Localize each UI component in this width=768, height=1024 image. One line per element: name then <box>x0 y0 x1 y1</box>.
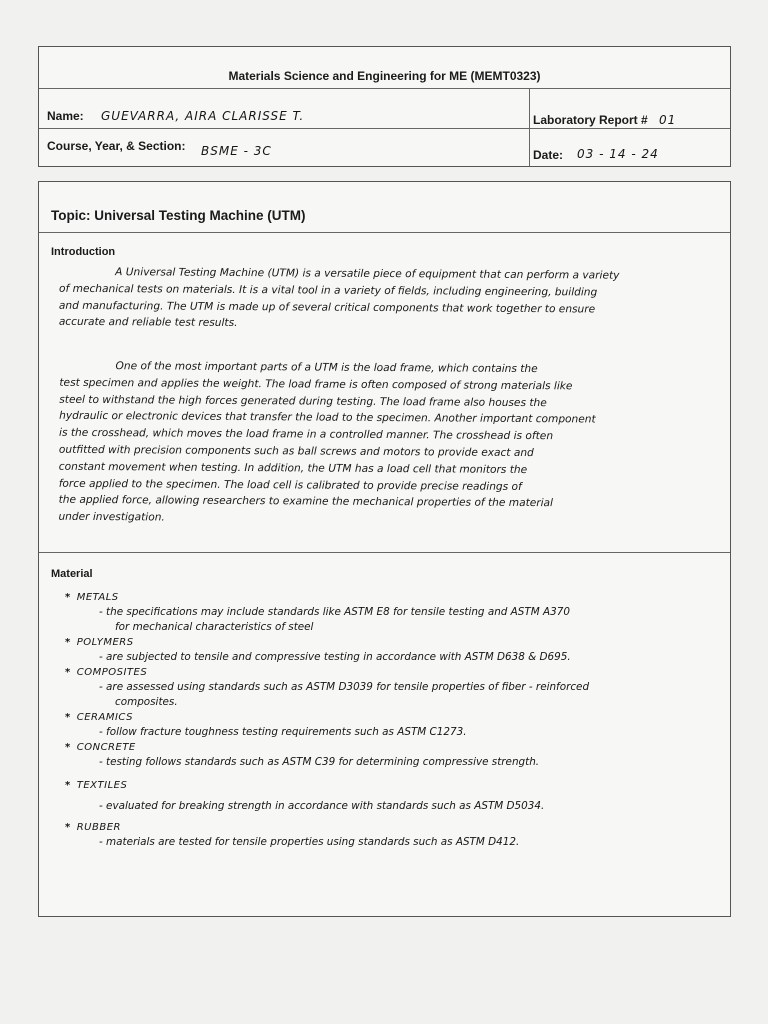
asterisk-bullet: * <box>65 822 71 833</box>
text-line: under investigation. <box>58 510 165 524</box>
introduction-heading: Introduction <box>51 246 116 258</box>
material-item-rubber <box>65 820 715 850</box>
text-line: the applied force, allowing researchers to examine the mechanical properties of the material <box>58 494 554 510</box>
header-table <box>38 46 731 167</box>
asterisk-bullet: * <box>65 667 71 678</box>
asterisk-bullet: * <box>65 637 71 648</box>
material-name: TEXTILES <box>76 780 128 791</box>
material-list <box>65 590 715 850</box>
date-value: 03 - 14 - 24 <box>577 147 659 161</box>
text-line: A Universal Testing Machine (UTM) is a versatile piece of equipment that can perform a variety <box>115 266 620 282</box>
intro-paragraph-1 <box>59 264 707 336</box>
topic-divider <box>39 232 730 233</box>
material-desc: - are subjected to tensile and compressive testing in accordance with ASTM D638 & D695. <box>99 651 571 663</box>
material-name: CONCRETE <box>76 742 136 753</box>
material-desc: - materials are tested for tensile properties using standards such as ASTM D412. <box>99 836 520 848</box>
section-divider <box>39 552 730 553</box>
report-label: Laboratory Report # <box>533 113 648 127</box>
text-line: force applied to the specimen. The load cell is calibrated to provide precise readings of <box>58 477 522 493</box>
topic-title: Topic: Universal Testing Machine (UTM) <box>51 208 306 223</box>
name-label: Name: <box>47 109 84 123</box>
column-divider <box>529 89 530 166</box>
material-name: CERAMICS <box>76 712 133 723</box>
material-item-textiles <box>65 778 715 814</box>
material-desc-cont: composites. <box>115 696 178 708</box>
section-label: Course, Year, & Section: <box>47 139 186 153</box>
row-divider <box>39 128 730 129</box>
name-value: GUEVARRA, AIRA CLARISSE T. <box>101 109 305 123</box>
asterisk-bullet: * <box>65 780 71 791</box>
material-item-ceramics <box>65 710 715 740</box>
material-name: COMPOSITES <box>76 667 148 678</box>
material-item-metals <box>65 590 715 635</box>
text-line: One of the most important parts of a UTM is the load frame, which contains the <box>115 360 538 376</box>
text-line: is the crosshead, which moves the load frame in a controlled manner. The crosshead is often <box>59 426 554 443</box>
text-line: hydraulic or electronic devices that transfer the load to the specimen. Another important component <box>59 410 596 426</box>
material-desc: - the specifications may include standards like ASTM E8 for tensile testing and ASTM A370 <box>99 606 570 618</box>
section-value: BSME - 3C <box>201 144 272 158</box>
date-label: Date: <box>533 148 564 162</box>
asterisk-bullet: * <box>65 592 71 603</box>
material-desc-cont: for mechanical characteristics of steel <box>115 621 314 633</box>
text-line: test specimen and applies the weight. The load frame is often composed of strong materials like <box>59 376 573 393</box>
report-body <box>38 181 731 917</box>
material-heading: Material <box>51 568 93 580</box>
material-item-composites <box>65 665 715 710</box>
asterisk-bullet: * <box>65 712 71 723</box>
intro-paragraph-2 <box>58 358 707 530</box>
report-value: 01 <box>659 113 677 127</box>
text-line: accurate and reliable test results. <box>58 316 238 330</box>
material-desc: - are assessed using standards such as ASTM D3039 for tensile properties of fiber - reinforced <box>99 681 590 693</box>
asterisk-bullet: * <box>65 742 71 753</box>
material-name: RUBBER <box>76 822 121 833</box>
material-desc: - testing follows standards such as ASTM C39 for determining compressive strength. <box>99 756 540 768</box>
material-desc: - follow fracture toughness testing requirements such as ASTM C1273. <box>99 726 467 738</box>
text-line: constant movement when testing. In addition, the UTM has a load cell that monitors the <box>58 460 528 476</box>
material-item-concrete <box>65 740 715 770</box>
text-line: of mechanical tests on materials. It is a vital tool in a variety of fields, including engineering, building <box>59 282 598 299</box>
text-line: outfitted with precision components such as ball screws and motors to provide exact and <box>58 443 534 460</box>
material-name: METALS <box>76 592 119 603</box>
text-line: and manufacturing. The UTM is made up of several critical components that work together to ensure <box>58 299 596 316</box>
text-line: steel to withstand the high forces generated during testing. The load frame also houses the <box>59 393 547 409</box>
course-title: Materials Science and Engineering for ME (MEMT0323) <box>39 47 730 89</box>
material-item-polymers <box>65 635 715 665</box>
material-name: POLYMERS <box>76 637 134 648</box>
material-desc: - evaluated for breaking strength in accordance with standards such as ASTM D5034. <box>99 800 545 812</box>
